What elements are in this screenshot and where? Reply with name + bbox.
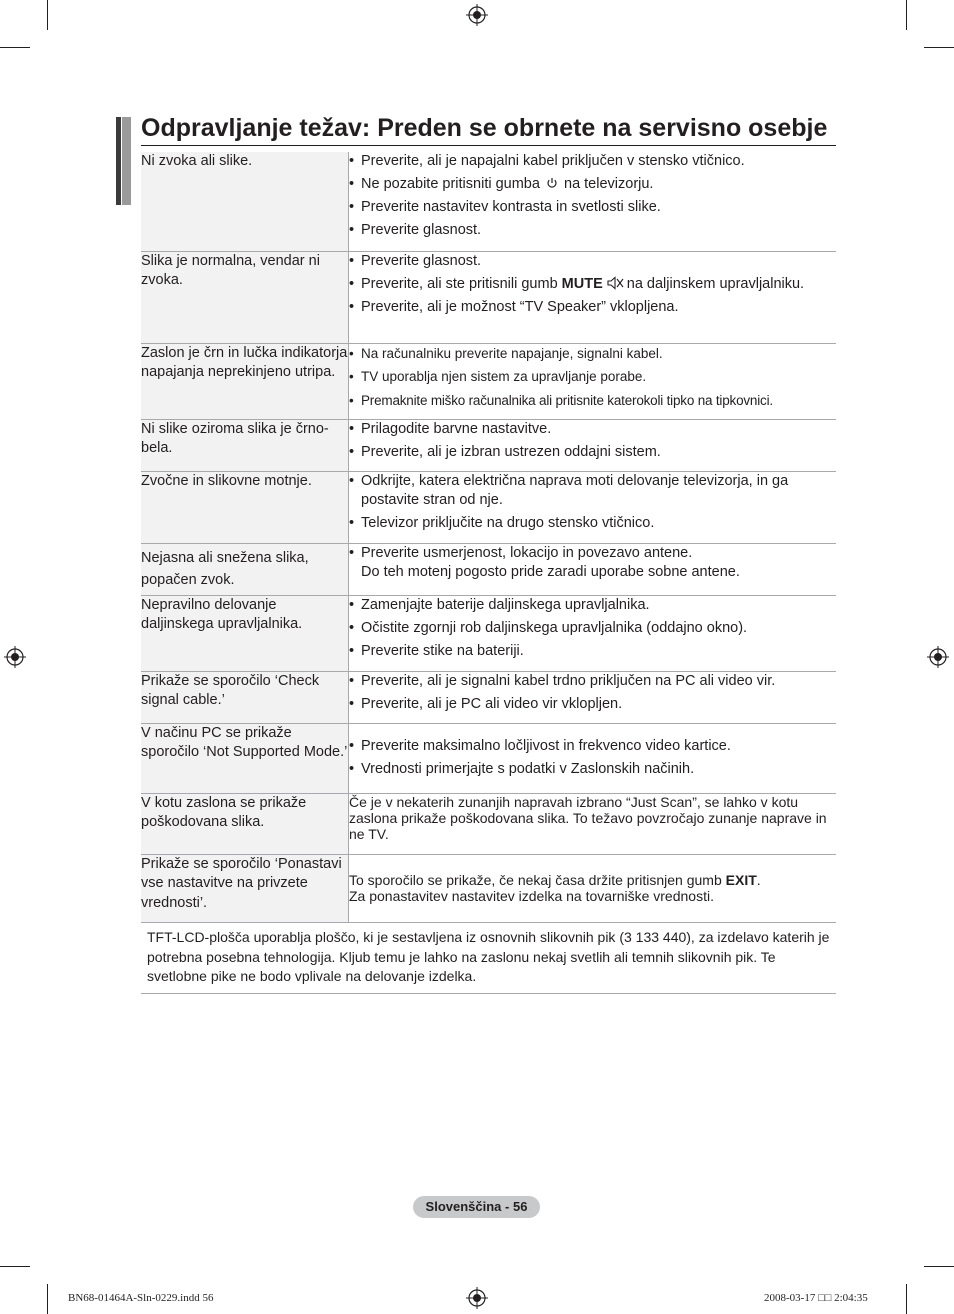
solution-item: • Odkrijte, katera električna naprava moti delovanje televizorja, in ga postavite stran od nje. bbox=[349, 472, 836, 511]
solution-item: • Premaknite miško računalnika ali pritisnite katerokoli tipko na tipkovnici. bbox=[349, 391, 836, 411]
problem-cell: V kotu zaslona se prikaže poškodovana slika. bbox=[141, 793, 349, 854]
problem-cell: V načinu PC se prikaže sporočilo ‘Not Supported Mode.’ bbox=[141, 723, 349, 793]
solution-cell bbox=[349, 343, 837, 419]
slug-file-info: BN68-01464A-Sln-0229.indd 56 bbox=[68, 1292, 214, 1304]
solution-item: • TV uporablja njen sistem za upravljanje porabe. bbox=[349, 367, 836, 387]
crop-mark bbox=[0, 47, 30, 48]
title-accent-bar bbox=[122, 117, 131, 205]
solution-item: • Na računalniku preverite napajanje, signalni kabel. bbox=[349, 344, 836, 364]
solution-item: • Preverite, ali ste pritisnili gumb MUTE na daljinskem upravljalniku. bbox=[349, 275, 836, 295]
solution-item: • Preverite nastavitev kontrasta in svetlosti slike. bbox=[349, 198, 836, 218]
page-number-badge: Slovenščina - 56 bbox=[413, 1196, 540, 1218]
title-divider bbox=[141, 145, 836, 146]
solution-cell bbox=[349, 419, 837, 471]
solution-item: • Preverite usmerjenost, lokacijo in povezavo antene. Do teh motenj pogosto pride zaradi uporabe sobne antene. bbox=[349, 544, 836, 583]
table-row bbox=[141, 723, 836, 793]
page-title: Odpravljanje težav: Preden se obrnete na servisno osebje bbox=[141, 114, 828, 142]
table-row bbox=[141, 251, 836, 343]
solution-item: • Preverite, ali je izbran ustrezen oddajni sistem. bbox=[349, 443, 836, 463]
registration-mark-icon bbox=[466, 4, 488, 26]
solution-cell bbox=[349, 152, 837, 251]
mute-icon bbox=[606, 276, 624, 290]
solution-item: • Ne pozabite pritisniti gumba na televizorju. bbox=[349, 175, 836, 195]
registration-mark-icon bbox=[927, 646, 949, 668]
solution-item: • Preverite, ali je napajalni kabel priključen v stensko vtičnico. bbox=[349, 152, 836, 172]
problem-cell: Zvočne in slikovne motnje. bbox=[141, 471, 349, 543]
solution-item: • Preverite stike na bateriji. bbox=[349, 642, 836, 662]
solution-item: • Preverite maksimalno ločljivost in frekvenco video kartice. bbox=[349, 737, 836, 757]
solution-item: • Preverite glasnost. bbox=[349, 221, 836, 241]
solution-item: • Preverite, ali je možnost “TV Speaker” vklopljena. bbox=[349, 298, 836, 318]
solution-item: • Vrednosti primerjajte s podatki v Zaslonskih načinih. bbox=[349, 760, 836, 780]
table-row bbox=[141, 471, 836, 543]
table-row bbox=[141, 595, 836, 671]
problem-cell: Ni slike oziroma slika je črno-bela. bbox=[141, 419, 349, 471]
solution-item: • Zamenjajte baterije daljinskega upravljalnika. bbox=[349, 596, 836, 616]
solution-cell bbox=[349, 723, 837, 793]
problem-cell: Prikaže se sporočilo ‘Ponastavi vse nastavitve na privzete vrednosti’. bbox=[141, 854, 349, 922]
troubleshooting-table bbox=[141, 152, 836, 923]
solution-item: • Preverite, ali je PC ali video vir vklopljen. bbox=[349, 695, 836, 715]
table-row bbox=[141, 671, 836, 723]
problem-cell: Nejasna ali snežena slika, popačen zvok. bbox=[141, 543, 349, 595]
crop-mark bbox=[924, 1266, 954, 1267]
solution-cell bbox=[349, 543, 837, 595]
problem-cell: Zaslon je črn in lučka indikatorja napajanja neprekinjeno utripa. bbox=[141, 343, 349, 419]
mute-button-label: MUTE bbox=[561, 275, 603, 292]
table-row bbox=[141, 793, 836, 854]
crop-mark bbox=[906, 0, 907, 30]
solution-item: • Preverite, ali je signalni kabel trdno priključen na PC ali video vir. bbox=[349, 672, 836, 692]
crop-mark bbox=[0, 1266, 30, 1267]
solution-text: Če je v nekaterih zunanjih napravah izbrano “Just Scan”, se lahko v kotu zaslona prikaže poškodovana slika. To težavo povzročajo zunanje naprave in ne TV. bbox=[349, 793, 827, 842]
solution-item: • Očistite zgornji rob daljinskega upravljalnika (oddajno okno). bbox=[349, 619, 836, 639]
slug-date-info: 2008-03-17 □□ 2:04:35 bbox=[764, 1292, 868, 1304]
crop-mark bbox=[47, 0, 48, 30]
panel-note: TFT-LCD-plošča uporablja ploščo, ki je sestavljena iz osnovnih slikovnih pik (3 133 440), za izdelavo katerih je potrebna posebna tehnologija. Kljub temu je lahko na zaslonu nekaj svetlih ali temnih slikovnih pik. Te svetlobne pike ne bodo vplivale na delovanje izdelka. bbox=[141, 922, 836, 994]
table-row bbox=[141, 543, 836, 595]
power-icon bbox=[546, 177, 558, 189]
exit-button-label: EXIT bbox=[725, 872, 757, 888]
crop-mark bbox=[47, 1284, 48, 1314]
registration-mark-icon bbox=[4, 646, 26, 668]
solution-item: • Prilagodite barvne nastavitve. bbox=[349, 420, 836, 440]
solution-cell bbox=[349, 251, 837, 343]
problem-cell: Ni zvoka ali slike. bbox=[141, 152, 349, 251]
solution-cell bbox=[349, 471, 837, 543]
table-row bbox=[141, 152, 836, 251]
title-accent-bar bbox=[116, 117, 121, 205]
crop-mark bbox=[906, 1284, 907, 1314]
table-row bbox=[141, 854, 836, 922]
solution-text: To sporočilo se prikaže, če nekaj časa držite pritisnjen gumb EXIT. Za ponastavitev nastavitev izdelka na tovarniške vrednosti. bbox=[349, 872, 761, 904]
solution-cell bbox=[349, 854, 837, 922]
table-row bbox=[141, 343, 836, 419]
solution-cell bbox=[349, 671, 837, 723]
problem-cell: Prikaže se sporočilo ‘Check signal cable.’ bbox=[141, 671, 349, 723]
solution-item: • Preverite glasnost. bbox=[349, 252, 836, 272]
problem-cell: Slika je normalna, vendar ni zvoka. bbox=[141, 251, 349, 343]
problem-cell: Nepravilno delovanje daljinskega upravljalnika. bbox=[141, 595, 349, 671]
solution-cell bbox=[349, 595, 837, 671]
solution-cell bbox=[349, 793, 837, 854]
table-row bbox=[141, 419, 836, 471]
crop-mark bbox=[924, 47, 954, 48]
solution-item: • Televizor priključite na drugo stensko vtičnico. bbox=[349, 514, 836, 534]
registration-mark-icon bbox=[466, 1287, 488, 1309]
